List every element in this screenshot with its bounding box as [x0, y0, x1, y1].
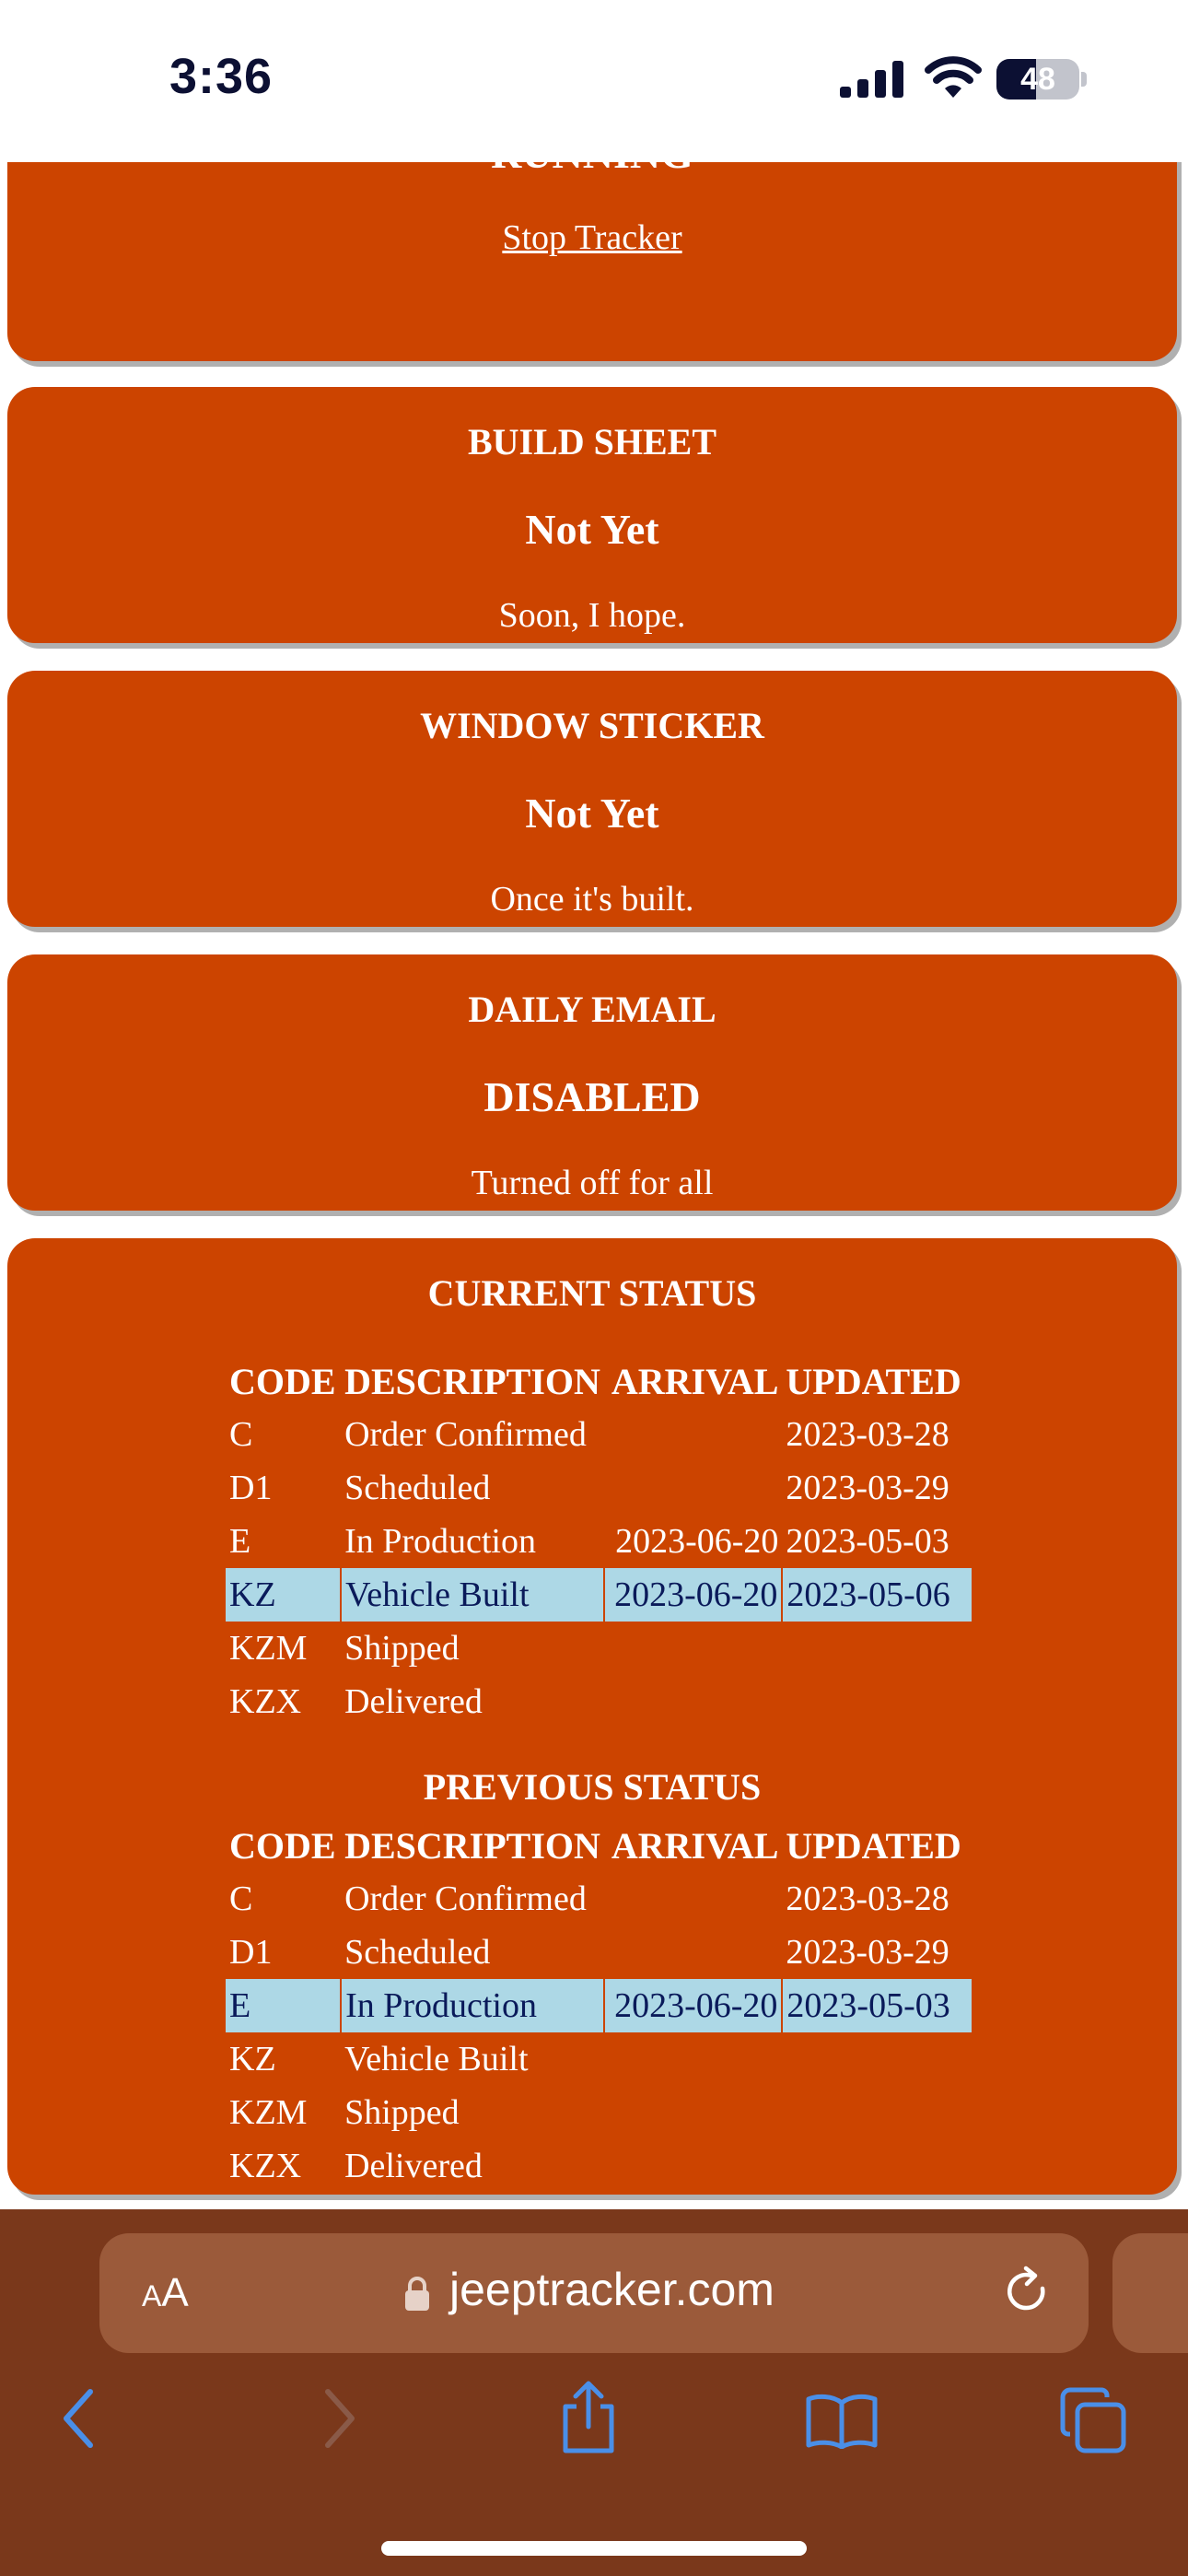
tabs-icon[interactable]: [1059, 2386, 1127, 2454]
build-sheet-value: Not Yet: [525, 506, 659, 553]
cell-description: Order Confirmed: [344, 1879, 587, 1918]
battery-icon: [996, 59, 1079, 100]
column-header-code: CODE: [229, 1824, 336, 1867]
build-sheet-card: [7, 387, 1177, 643]
cell-code: KZX: [229, 1682, 302, 1721]
table-row: [226, 1979, 972, 2032]
cell-code: D1: [229, 1469, 273, 1507]
table-row: [226, 2139, 972, 2193]
cell-updated: 2023-05-03: [782, 1979, 972, 2032]
cell-updated: [782, 2086, 972, 2139]
cell-code: C: [229, 1879, 253, 1918]
battery-percentage: 48: [1020, 62, 1055, 97]
cell-code: KZM: [229, 1629, 308, 1668]
cell-arrival: [604, 1461, 783, 1515]
cell-code: KZ: [229, 2040, 276, 2078]
cell-arrival: [604, 1408, 783, 1461]
current-status-table: [226, 1354, 972, 1728]
build-sheet-note: Soon, I hope.: [498, 596, 686, 635]
cell-arrival: [604, 1872, 783, 1926]
daily-email-note: Turned off for all: [471, 1164, 714, 1202]
cell-code: E: [226, 1979, 341, 2032]
cell-description: Vehicle Built: [341, 1568, 604, 1622]
cell-description: Vehicle Built: [344, 2040, 529, 2078]
cell-arrival: [604, 2086, 783, 2139]
cell-description: Order Confirmed: [344, 1415, 587, 1454]
cell-arrival: 2023-06-20: [604, 1568, 783, 1622]
column-header-code: CODE: [229, 1360, 336, 1402]
cell-arrival: [604, 1926, 783, 1979]
cell-updated: [782, 2139, 972, 2193]
url-text: jeeptracker.com: [449, 2264, 775, 2315]
cell-updated: 2023-03-29: [786, 1933, 949, 1972]
cell-description: Scheduled: [344, 1933, 491, 1972]
cell-arrival: [604, 2032, 783, 2086]
wifi-icon: [925, 55, 982, 100]
cell-updated: 2023-05-06: [782, 1568, 972, 1622]
battery-tip: [1081, 72, 1087, 87]
cell-description: Delivered: [344, 1682, 483, 1721]
book-icon[interactable]: [805, 2392, 879, 2449]
table-row: [226, 1568, 972, 1622]
cell-updated: 2023-05-03: [786, 1522, 949, 1561]
column-header-description: DESCRIPTION: [344, 1360, 600, 1402]
daily-email-title: DAILY EMAIL: [468, 989, 716, 1030]
table-row: [226, 1675, 972, 1728]
previous-status-title: PREVIOUS STATUS: [423, 1766, 762, 1808]
cell-code: E: [229, 1522, 251, 1561]
next-tab-preview[interactable]: [1112, 2233, 1188, 2353]
text-size-label-large: A: [161, 2270, 189, 2315]
text-size-button[interactable]: [142, 2270, 189, 2316]
cell-arrival: [604, 1622, 783, 1675]
cell-updated: 2023-03-29: [786, 1469, 949, 1507]
cell-description: Delivered: [344, 2147, 483, 2185]
cell-arrival: [604, 2139, 783, 2193]
cell-description: In Production: [341, 1979, 604, 2032]
daily-email-value: DISABLED: [483, 1073, 701, 1120]
cell-description: In Production: [344, 1522, 536, 1561]
cell-description: Shipped: [344, 2093, 460, 2132]
chevron-right-icon[interactable]: [315, 2386, 361, 2451]
cell-description: Scheduled: [344, 1469, 491, 1507]
cellular-signal-icon: [840, 61, 906, 98]
table-row: [226, 2032, 972, 2086]
window-sticker-card: [7, 671, 1177, 927]
cell-code: KZX: [229, 2147, 302, 2185]
cell-arrival: 2023-06-20: [615, 1522, 779, 1561]
cell-updated: 2023-03-28: [786, 1879, 949, 1918]
share-icon[interactable]: [556, 2381, 621, 2454]
home-indicator[interactable]: [381, 2541, 807, 2556]
cell-code: C: [229, 1415, 253, 1454]
table-row: [226, 1926, 972, 1979]
cell-updated: [782, 1675, 972, 1728]
current-status-title: CURRENT STATUS: [427, 1272, 757, 1314]
previous-status-header-row: [226, 1819, 972, 1872]
cell-code: D1: [229, 1933, 273, 1972]
table-row: [226, 1515, 972, 1568]
current-status-rows: [226, 1408, 972, 1728]
chevron-left-icon[interactable]: [57, 2386, 103, 2451]
lock-icon: [403, 2276, 431, 2313]
previous-status-rows: [226, 1872, 972, 2193]
status-bar: [0, 0, 1188, 162]
cell-code: KZ: [226, 1568, 341, 1622]
table-row: [226, 1622, 972, 1675]
window-sticker-value: Not Yet: [525, 790, 659, 837]
column-header-updated: UPDATED: [786, 1360, 961, 1402]
cell-arrival: 2023-06-20: [604, 1979, 783, 2032]
cell-updated: [782, 2032, 972, 2086]
daily-email-card: [7, 954, 1177, 1211]
stop-tracker-link[interactable]: Stop Tracker: [502, 218, 682, 257]
column-header-description: DESCRIPTION: [344, 1824, 600, 1867]
table-row: [226, 1408, 972, 1461]
reload-icon[interactable]: [1002, 2265, 1055, 2320]
build-sheet-title: BUILD SHEET: [467, 421, 717, 463]
window-sticker-note: Once it's built.: [490, 880, 694, 919]
current-status-header-row: [226, 1354, 972, 1408]
table-row: [226, 1461, 972, 1515]
previous-status-table: [226, 1819, 972, 2193]
cell-updated: [782, 1622, 972, 1675]
status-card: [7, 1238, 1177, 2195]
column-header-updated: UPDATED: [786, 1824, 961, 1867]
address-bar[interactable]: [99, 2233, 1089, 2353]
cell-code: KZM: [229, 2093, 308, 2132]
column-header-arrival: ARRIVAL: [611, 1824, 779, 1867]
cell-updated: 2023-03-28: [786, 1415, 949, 1454]
cell-arrival: [604, 1675, 783, 1728]
table-row: [226, 1872, 972, 1926]
window-sticker-title: WINDOW STICKER: [420, 705, 764, 746]
table-row: [226, 2086, 972, 2139]
text-size-label-small: A: [142, 2279, 162, 2313]
clock: 3:36: [169, 49, 274, 104]
column-header-arrival: ARRIVAL: [611, 1360, 779, 1402]
cell-description: Shipped: [344, 1629, 460, 1668]
